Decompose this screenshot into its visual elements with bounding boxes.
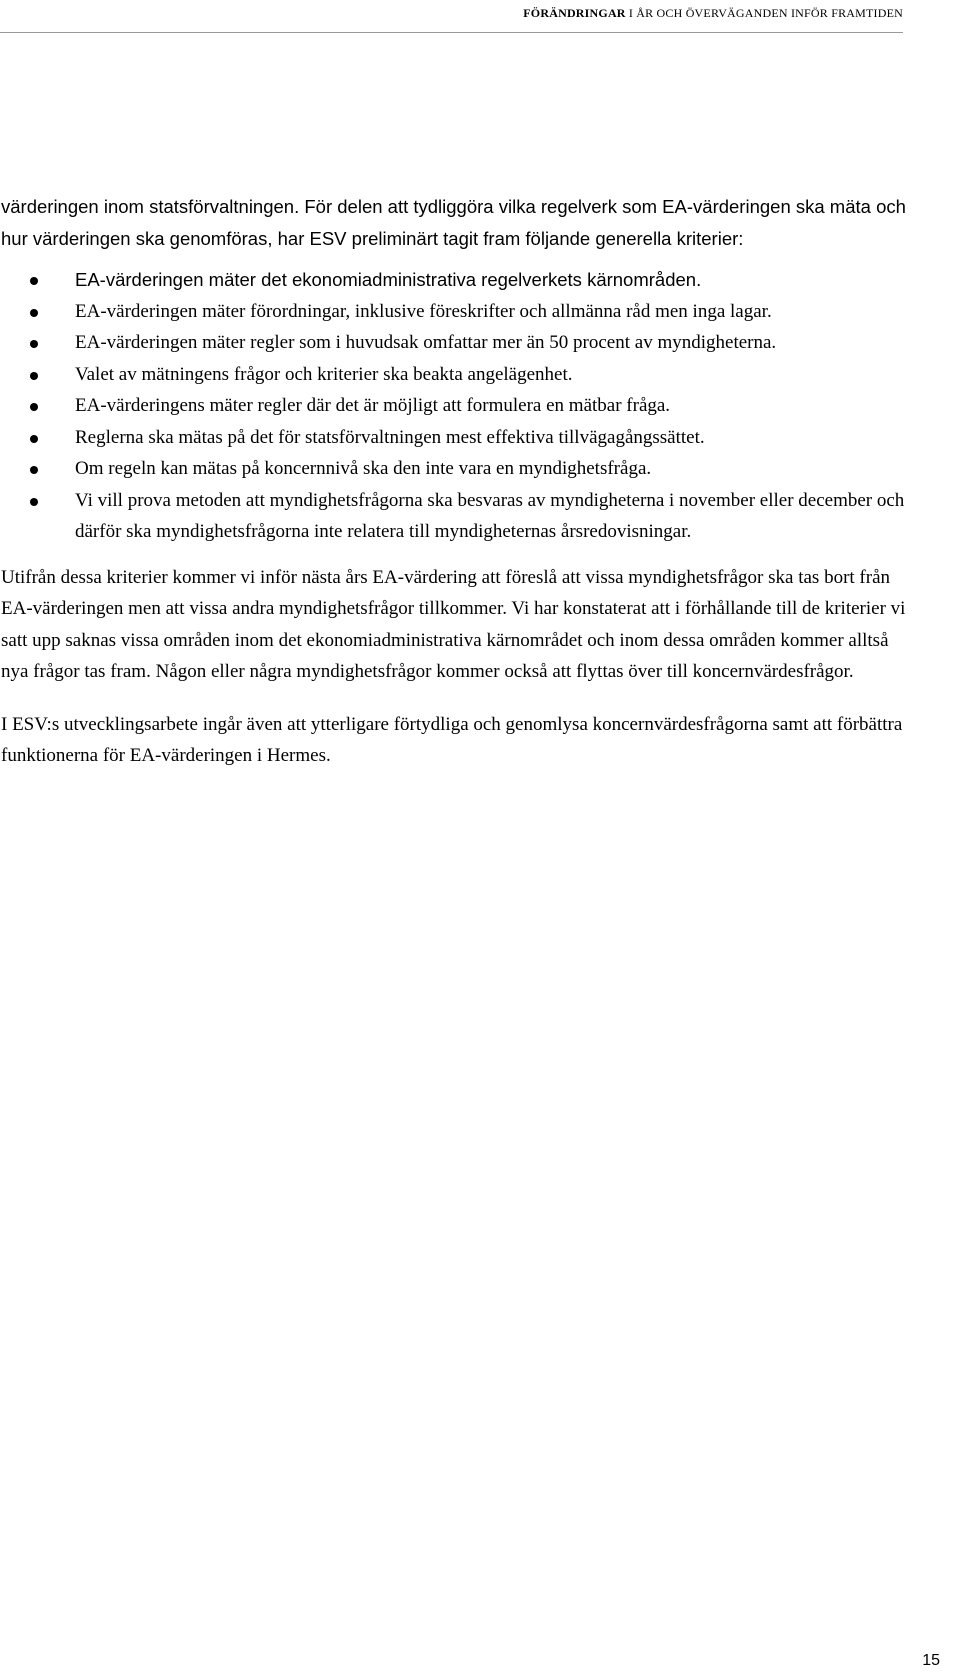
- intro-paragraph: värderingen inom statsförvaltningen. För delen att tydliggöra vilka regelverk som EA-värderingen ska mäta och hur värderingen ska genomföras, har ESV preliminärt tagit fram följande generella kriterier:: [1, 196, 906, 249]
- bullet-icon: [30, 277, 38, 285]
- bullet-icon: [30, 498, 38, 506]
- list-item: [1, 422, 906, 454]
- running-header-rest: I ÅR OCH ÖVERVÄGANDEN INFÖR FRAMTIDEN: [625, 6, 903, 20]
- list-item: [1, 327, 906, 359]
- document-body: [1, 191, 906, 772]
- page-number: 15: [922, 1652, 940, 1669]
- list-item-text: Vi vill prova metoden att myndighetsfrågorna ska besvaras av myndigheterna i november eller december och därför ska myndighetsfrågorna inte relatera till myndigheternas årsredovisningar.: [75, 489, 905, 542]
- list-item-text: Reglerna ska mätas på det för statsförvaltningen mest effektiva tillvägagångssättet.: [75, 426, 705, 448]
- list-item-text: Om regeln kan mätas på koncernnivå ska den inte vara en myndighetsfråga.: [75, 458, 652, 479]
- running-header-bold: FÖRÄNDRINGAR: [523, 6, 626, 20]
- running-header: [0, 0, 903, 33]
- list-item: [1, 264, 906, 296]
- criteria-list: [1, 264, 906, 548]
- bullet-icon: [30, 466, 38, 474]
- list-item-text: EA-värderingen mäter förordningar, inklusive föreskrifter och allmänna råd men inga lagar.: [75, 300, 772, 322]
- bullet-icon: [30, 309, 38, 317]
- bullet-icon: [30, 372, 38, 380]
- body-paragraph: I ESV:s utvecklingsarbete ingår även att ytterligare förtydliga och genomlysa koncernvärdesfrågorna samt att förbättra funktionerna för EA-värderingen i Hermes.: [1, 713, 903, 766]
- bullet-icon: [30, 403, 38, 411]
- list-item: [1, 453, 906, 485]
- list-item-text: EA-värderingen mäter det ekonomiadministrativa regelverkets kärnområden.: [75, 269, 702, 290]
- bullet-icon: [30, 435, 38, 443]
- list-item-text: EA-värderingen mäter regler som i huvudsak omfattar mer än 50 procent av myndigheterna.: [75, 332, 777, 353]
- list-item: [1, 485, 906, 548]
- list-item: [1, 359, 906, 391]
- list-item: [1, 296, 906, 328]
- list-item-text: Valet av mätningens frågor och kriterier ska beakta angelägenhet.: [75, 363, 573, 385]
- bullet-icon: [30, 340, 38, 348]
- list-item: [1, 390, 906, 422]
- list-item-text: EA-värderingens mäter regler där det är möjligt att formulera en mätbar fråga.: [75, 395, 671, 416]
- body-paragraph: Utifrån dessa kriterier kommer vi inför nästa års EA-värdering att föreslå att vissa myndighetsfrågor ska tas bort från EA-värderingen men att vissa andra myndighetsfrågor tillkommer. Vi har konstaterat att i förhållande till de kriterier vi satt upp saknas vissa områden inom det ekonomiadministrativa kärnområdet och inom dessa områden kommer alltså nya frågor tas fram. Någon eller några myndighetsfrågor kommer också att flyttas över till koncernvärdesfrågor.: [1, 566, 906, 682]
